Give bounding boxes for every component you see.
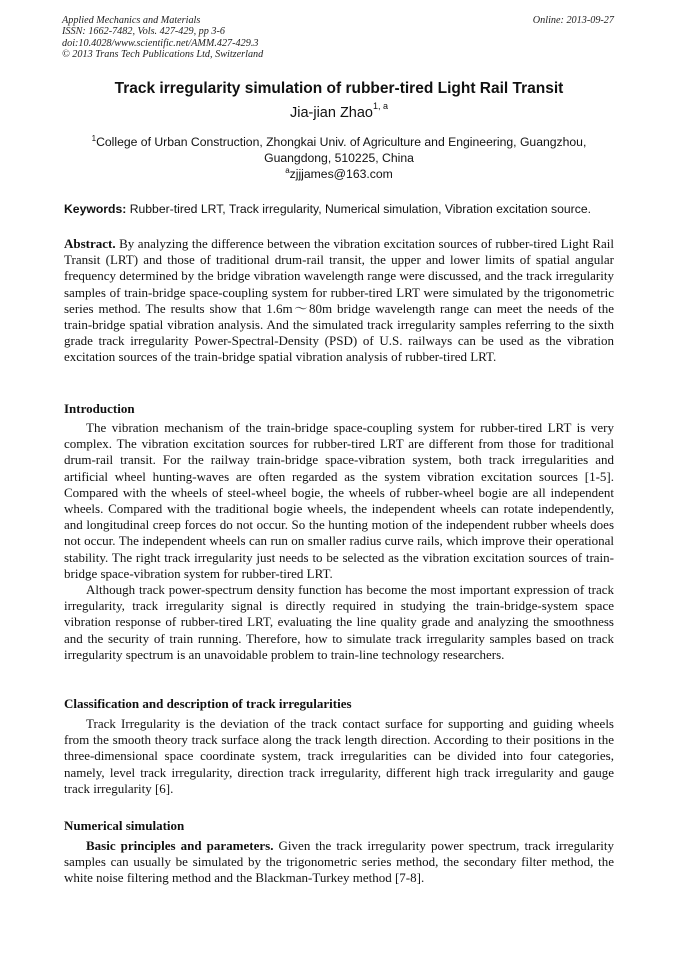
abstract (64, 236, 614, 366)
abstract-label: Abstract. (64, 236, 116, 251)
classification-body (64, 716, 614, 797)
introduction-paragraph-2: Although track power-spectrum density function has become the most important expression of track irregularity, track irregularity signal is directly required in studying the train-bridge-system space vibration response of rubber-tired LRT, evaluating the line quality grade and analyzing the smoothness and the security of train running. Therefore, how to simulate track irregularity samples based on track irregularity spectrum is an unavoidable problem to train-line technology researchers. (64, 582, 614, 662)
journal-issn: ISSN: 1662-7482, Vols. 427-429, pp 3-6 (62, 26, 225, 38)
email-superscript: a (285, 166, 290, 175)
journal-copyright: © 2013 Trans Tech Publications Ltd, Switzerland (62, 49, 264, 61)
journal-name: Applied Mechanics and Materials (62, 15, 201, 26)
introduction-paragraph-1: The vibration mechanism of the train-bridge space-coupling system for rubber-tired LRT is very complex. The vibration excitation sources for rubber-tired LRT are different from those for traditional drum-rail transit. For the railway train-bridge space-vibration system, both track irregularities and artificial wheel hunting-waves are often regarded as the system vibration excitation sources [1-5]. Compared with the wheels of steel-wheel bogie, the wheels of rubber-wheel bogie are all independent wheels. Compared with the traditional bogie wheels, the independent wheels can rotate independently, and longitudinal creep forces do not occur. So the hunting motion of the independent rubber wheels does not occur. The independent wheels can run on smaller radius curve rails, which improve their operational stability. The right track irregularity just needs to be selected as the vibration excitation sources of train-bridge space-vibration system for rubber-tired LRT. (64, 420, 614, 581)
introduction-body (64, 420, 614, 663)
classification-paragraph-1: Track Irregularity is the deviation of the track contact surface for supporting and guiding wheels from the smooth theory track surface along the track length direction. According to their positions in the three-dimensional space coordinate system, track irregularities can be divided into four categories, namely, level track irregularity, direction track irregularity, different high track irregularity and gauge track irregularity [6]. (64, 716, 614, 796)
paper-title: Track irregularity simulation of rubber-tired Light Rail Transit (114, 80, 564, 97)
journal-doi: doi:10.4028/www.scientific.net/AMM.427-429.3 (62, 37, 259, 49)
keywords-label: Keywords: (64, 202, 127, 216)
author-email (0, 166, 678, 181)
keywords (64, 202, 616, 216)
abstract-text: By analyzing the difference between the vibration excitation sources of rubber-tired Light Rail Transit (LRT) and those of traditional drum-rail transit, the upper and lower limits of spatial angular frequency determined by the bridge vibration wavelength range were discussed, and the track irregularity samples of train-bridge space-coupling system for rubber-tired LRT were simulated by the trigonometric series method. The results show that 1.6m～80m bridge wavelength range can meet the needs of the train-bridge spatial vibration analysis. And the simulated track irregularity samples referring to the sixth grade track irregularity Power-Spectral-Density (PSD) of U.S. railways can be used as the vibration excitation sources of the train-bridge spatial vibration analysis of rubber-tired LRT. (64, 236, 614, 365)
affiliation-superscript: 1 (91, 134, 97, 143)
affiliation (76, 131, 602, 166)
journal-header (62, 15, 263, 61)
author-name: Jia-jian Zhao (289, 104, 373, 121)
author-line (0, 103, 678, 121)
online-date: Online: 2013-09-27 (532, 15, 614, 26)
numerical-body (64, 838, 614, 887)
section-heading-introduction: Introduction (64, 401, 135, 416)
section-heading-classification: Classification and description of track irregularities (64, 696, 352, 711)
affiliation-text: College of Urban Construction, Zhongkai Univ. of Agriculture and Engineering, Guangzhou, Guangdong, 510225, China (96, 135, 587, 166)
keywords-text: Rubber-tired LRT, Track irregularity, Numerical simulation, Vibration excitation source. (129, 202, 591, 216)
author-superscript: 1, a (373, 101, 389, 111)
section-heading-numerical-simulation: Numerical simulation (64, 818, 185, 833)
numerical-lead: Basic principles and parameters. (86, 838, 274, 853)
numerical-paragraph-1: Given the track irregularity power spectrum, track irregularity samples can usually be simulated by the trigonometric series method, the secondary filter method, the white noise filtering method and the Blackman-Turkey method [7-8]. (64, 838, 615, 886)
email-text: zjjjames@163.com (289, 167, 393, 182)
